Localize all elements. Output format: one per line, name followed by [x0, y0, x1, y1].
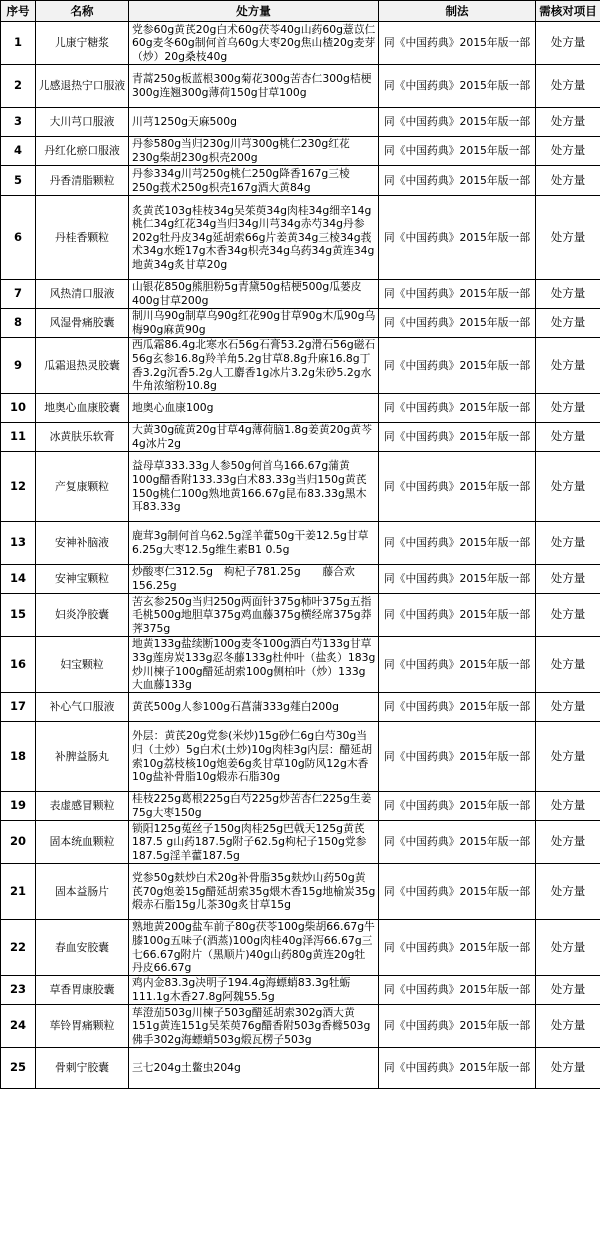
drug-name: 丹桂香颗粒: [36, 196, 129, 280]
method-text: 同《中国药典》2015年版一部: [379, 65, 536, 108]
row-number: 11: [1, 423, 36, 452]
drug-name: 妇宝颗粒: [36, 637, 129, 693]
drug-name: 安神补脑液: [36, 522, 129, 565]
review-item: 处方量: [536, 108, 600, 137]
method-text: 同《中国药典》2015年版一部: [379, 1005, 536, 1048]
review-item: 处方量: [536, 821, 600, 864]
formula-text: 山银花850g熊胆粉5g青黛50g桔梗500g瓜蒌皮400g甘草200g: [129, 280, 379, 309]
drug-name: 补心气口服液: [36, 693, 129, 722]
method-text: 同《中国药典》2015年版一部: [379, 792, 536, 821]
table-row: [1, 1005, 600, 1048]
header-method: 制法: [379, 1, 536, 22]
row-number: 17: [1, 693, 36, 722]
row-number: 18: [1, 722, 36, 792]
formula-text: 益母草333.33g人参50g何首乌166.67g蒲黄100g醋香附133.33g白术83.33g当归150g黄芪150g桃仁100g熟地黄166.67g昆布83.33g黑木耳83.33g: [129, 452, 379, 522]
table-row: [1, 394, 600, 423]
drug-name: 丹红化瘀口服液: [36, 137, 129, 166]
drug-name: 风湿骨痛胶囊: [36, 309, 129, 338]
drug-name: 妇炎净胶囊: [36, 594, 129, 637]
formula-text: 炙黄芪103g桂枝34g吴茱萸34g肉桂34g细辛14g桃仁34g红花34g当归34g川芎34g赤芍34g丹参202g牡丹皮34g延胡索66g片姜黄34g三棱34g莪术34g水蛭17g木香34g枳壳34g乌药34g黄连34g地黄34g炙甘草20g: [129, 196, 379, 280]
method-text: 同《中国药典》2015年版一部: [379, 722, 536, 792]
table-row: [1, 920, 600, 976]
formula-text: 地黄133g盐续断100g麦冬100g酒白芍133g甘草33g莲房炭133g忍冬藤133g杜仲叶（盐炙）183g炒川楝子100g醋延胡索100g侧柏叶（炒）133g大血藤133g: [129, 637, 379, 693]
method-text: 同《中国药典》2015年版一部: [379, 394, 536, 423]
formula-text: 炒酸枣仁312.5g 枸杞子781.25g 藤合欢156.25g: [129, 565, 379, 594]
review-item: 处方量: [536, 280, 600, 309]
drug-name: 儿感退热宁口服液: [36, 65, 129, 108]
review-item: 处方量: [536, 693, 600, 722]
review-item: 处方量: [536, 976, 600, 1005]
table-row: [1, 976, 600, 1005]
method-text: 同《中国药典》2015年版一部: [379, 522, 536, 565]
formula-text: 制川乌90g制草乌90g红花90g甘草90g木瓜90g乌梅90g麻黄90g: [129, 309, 379, 338]
table-row: [1, 522, 600, 565]
table-row: [1, 196, 600, 280]
row-number: 6: [1, 196, 36, 280]
drug-name: 补脾益肠丸: [36, 722, 129, 792]
table-row: [1, 594, 600, 637]
review-item: 处方量: [536, 166, 600, 196]
formula-text: 大黄30g硫黄20g甘草4g薄荷脑1.8g姜黄20g黄芩4g冰片2g: [129, 423, 379, 452]
review-item: 处方量: [536, 1048, 600, 1089]
drug-name: 春血安胶囊: [36, 920, 129, 976]
drug-name: 安神宝颗粒: [36, 565, 129, 594]
row-number: 14: [1, 565, 36, 594]
drug-name: 风热清口服液: [36, 280, 129, 309]
review-item: 处方量: [536, 22, 600, 65]
formula-text: 丹参580g当归230g川芎300g桃仁230g红花230g柴胡230g枳壳200g: [129, 137, 379, 166]
method-text: 同《中国药典》2015年版一部: [379, 166, 536, 196]
review-item: 处方量: [536, 196, 600, 280]
method-text: 同《中国药典》2015年版一部: [379, 976, 536, 1005]
method-text: 同《中国药典》2015年版一部: [379, 821, 536, 864]
review-item: 处方量: [536, 394, 600, 423]
review-item: 处方量: [536, 565, 600, 594]
row-number: 3: [1, 108, 36, 137]
formula-text: 三七204g土鳖虫204g: [129, 1048, 379, 1089]
formula-text: 党参60g黄芪20g白术60g茯苓40g山药60g薏苡仁60g麦冬60g制何首乌60g大枣20g焦山楂20g麦芽（炒）20g桑枝40g: [129, 22, 379, 65]
formula-text: 西瓜霜86.4g北寒水石56g石膏53.2g滑石56g磁石56g玄参16.8g羚羊角5.2g甘草8.8g升麻16.8g丁香3.2g沉香5.2g人工麝香1g冰片3.2g朱砂5.2g水牛角浓缩粉10.8g: [129, 338, 379, 394]
row-number: 25: [1, 1048, 36, 1089]
header-row: [1, 1, 600, 22]
formula-text: 党参50g麸炒白术20g补骨脂35g麸炒山药50g黄芪70g炮姜15g醋延胡索35g煨木香15g地榆炭35g煅赤石脂15g儿茶30g炙甘草15g: [129, 864, 379, 920]
method-text: 同《中国药典》2015年版一部: [379, 22, 536, 65]
method-text: 同《中国药典》2015年版一部: [379, 196, 536, 280]
method-text: 同《中国药典》2015年版一部: [379, 565, 536, 594]
table-row: [1, 280, 600, 309]
drug-name: 儿康宁糖浆: [36, 22, 129, 65]
drug-name: 冰黄肤乐软膏: [36, 423, 129, 452]
review-item: 处方量: [536, 1005, 600, 1048]
table-row: [1, 792, 600, 821]
method-text: 同《中国药典》2015年版一部: [379, 280, 536, 309]
table-row: [1, 693, 600, 722]
row-number: 15: [1, 594, 36, 637]
drug-name: 地奥心血康胶囊: [36, 394, 129, 423]
formula-text: 锁阳125g菟丝子150g肉桂25g巴戟天125g黄芪187.5 g山药187.5g附子62.5g枸杞子150g党参187.5g淫羊藿187.5g: [129, 821, 379, 864]
method-text: 同《中国药典》2015年版一部: [379, 1048, 536, 1089]
row-number: 16: [1, 637, 36, 693]
header-name: 名称: [36, 1, 129, 22]
review-item: 处方量: [536, 637, 600, 693]
table-row: [1, 22, 600, 65]
review-item: 处方量: [536, 309, 600, 338]
row-number: 5: [1, 166, 36, 196]
formula-text: 荜澄茄503g川楝子503g醋延胡索302g酒大黄151g黄连151g吴茱萸76g醋香附503g香橼503g佛手302g海螵蛸503g煅瓦楞子503g: [129, 1005, 379, 1048]
review-item: 处方量: [536, 792, 600, 821]
review-item: 处方量: [536, 452, 600, 522]
formula-text: 鹿茸3g制何首乌62.5g淫羊藿50g干姜12.5g甘草6.25g大枣12.5g维生素B1 0.5g: [129, 522, 379, 565]
row-number: 24: [1, 1005, 36, 1048]
table-row: [1, 864, 600, 920]
formula-text: 丹参334g川芎250g桃仁250g降香167g三棱250g莪术250g枳壳167g酒大黄84g: [129, 166, 379, 196]
method-text: 同《中国药典》2015年版一部: [379, 423, 536, 452]
formula-text: 地奥心血康100g: [129, 394, 379, 423]
drug-name: 大川芎口服液: [36, 108, 129, 137]
table-row: [1, 821, 600, 864]
formula-text: 黄芪500g人参100g石菖蒲333g薤白200g: [129, 693, 379, 722]
drug-name: 丹香清脂颗粒: [36, 166, 129, 196]
row-number: 9: [1, 338, 36, 394]
row-number: 19: [1, 792, 36, 821]
method-text: 同《中国药典》2015年版一部: [379, 693, 536, 722]
drug-name: 表虚感冒颗粒: [36, 792, 129, 821]
header-num: 序号: [1, 1, 36, 22]
method-text: 同《中国药典》2015年版一部: [379, 920, 536, 976]
method-text: 同《中国药典》2015年版一部: [379, 637, 536, 693]
table-row: [1, 108, 600, 137]
review-item: 处方量: [536, 920, 600, 976]
review-item: 处方量: [536, 722, 600, 792]
table-row: [1, 1048, 600, 1089]
review-item: 处方量: [536, 65, 600, 108]
table-row: [1, 722, 600, 792]
table-row: [1, 65, 600, 108]
method-text: 同《中国药典》2015年版一部: [379, 137, 536, 166]
row-number: 21: [1, 864, 36, 920]
table-row: [1, 452, 600, 522]
row-number: 23: [1, 976, 36, 1005]
drug-name: 瓜霜退热灵胶囊: [36, 338, 129, 394]
review-item: 处方量: [536, 864, 600, 920]
table-row: [1, 309, 600, 338]
formula-text: 桂枝225g葛根225g白芍225g炒苦杏仁225g生姜75g大枣150g: [129, 792, 379, 821]
review-item: 处方量: [536, 137, 600, 166]
method-text: 同《中国药典》2015年版一部: [379, 452, 536, 522]
review-item: 处方量: [536, 594, 600, 637]
row-number: 22: [1, 920, 36, 976]
method-text: 同《中国药典》2015年版一部: [379, 108, 536, 137]
method-text: 同《中国药典》2015年版一部: [379, 338, 536, 394]
row-number: 1: [1, 22, 36, 65]
table-row: [1, 423, 600, 452]
drug-name: 固本统血颗粒: [36, 821, 129, 864]
method-text: 同《中国药典》2015年版一部: [379, 864, 536, 920]
table-body: [1, 22, 600, 1089]
formula-text: 鸡内金83.3g决明子194.4g海螵蛸83.3g牡蛎111.1g木香27.8g阿魏55.5g: [129, 976, 379, 1005]
method-text: 同《中国药典》2015年版一部: [379, 309, 536, 338]
row-number: 12: [1, 452, 36, 522]
drug-name: 产复康颗粒: [36, 452, 129, 522]
formula-text: 熟地黄200g盐车前子80g茯苓100g柴胡66.67g牛膝100g五味子(酒蒸)100g肉桂40g泽泻66.67g三七66.67g附片（黑顺片)40g山药80g黄连20g牡丹皮66.67g: [129, 920, 379, 976]
drug-name: 荜铃胃痛颗粒: [36, 1005, 129, 1048]
row-number: 10: [1, 394, 36, 423]
header-formula: 处方量: [129, 1, 379, 22]
row-number: 13: [1, 522, 36, 565]
table-row: [1, 565, 600, 594]
drug-name: 骨刺宁胶囊: [36, 1048, 129, 1089]
formula-text: 外层：黄芪20g党参(米炒)15g砂仁6g白芍30g当归（土炒）5g白术(土炒)10g肉桂3g内层：醋延胡索10g荔枝核10g炮姜6g炙甘草10g防风12g木香10g盐补骨脂10g煅赤石脂30g: [129, 722, 379, 792]
formula-text: 苦玄参250g当归250g两面针375g柿叶375g五指毛桃500g地胆草375g鸡血藤375g横经席375g莽荠375g: [129, 594, 379, 637]
drug-name: 固本益肠片: [36, 864, 129, 920]
row-number: 8: [1, 309, 36, 338]
formula-text: 青蒿250g板蓝根300g菊花300g苦杏仁300g桔梗300g连翘300g薄荷150g甘草100g: [129, 65, 379, 108]
method-text: 同《中国药典》2015年版一部: [379, 594, 536, 637]
table-row: [1, 166, 600, 196]
row-number: 2: [1, 65, 36, 108]
review-item: 处方量: [536, 338, 600, 394]
table-row: [1, 637, 600, 693]
review-item: 处方量: [536, 522, 600, 565]
table-row: [1, 338, 600, 394]
formula-text: 川芎1250g天麻500g: [129, 108, 379, 137]
row-number: 7: [1, 280, 36, 309]
header-review: 需核对项目: [536, 1, 600, 22]
row-number: 20: [1, 821, 36, 864]
drug-name: 草香胃康胶囊: [36, 976, 129, 1005]
review-item: 处方量: [536, 423, 600, 452]
row-number: 4: [1, 137, 36, 166]
table-row: [1, 137, 600, 166]
